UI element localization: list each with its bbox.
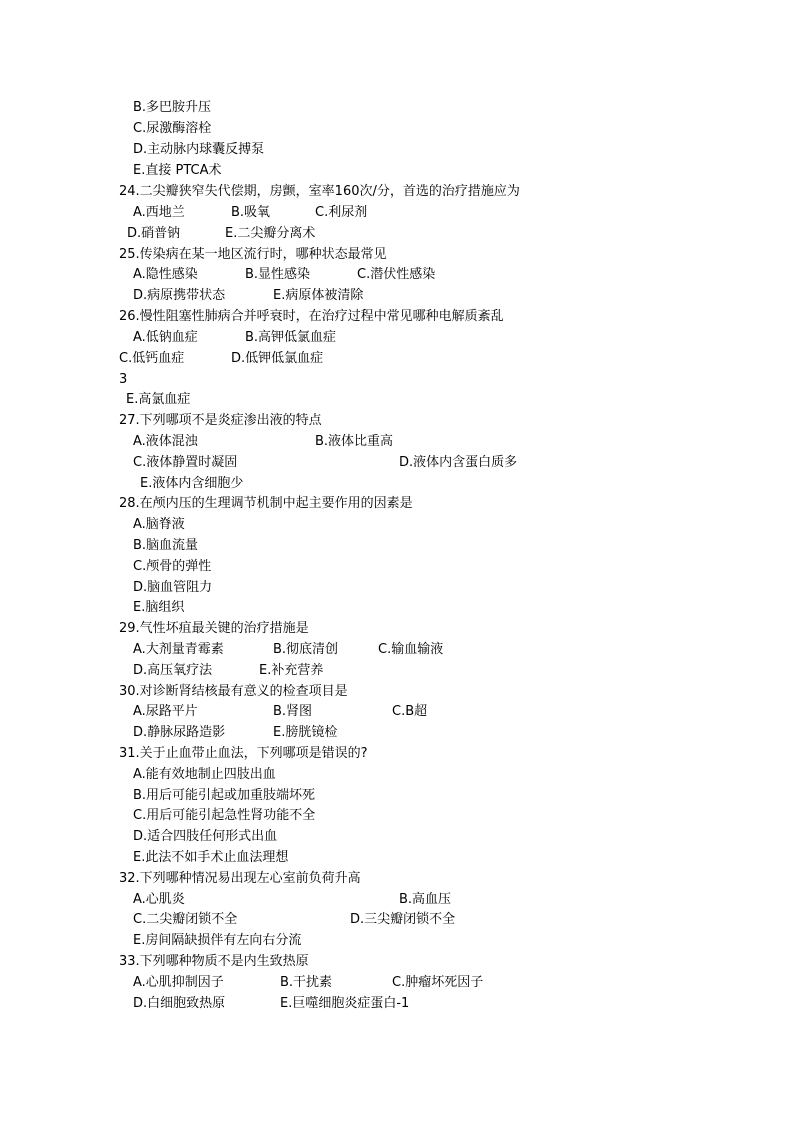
option-c: C.尿激酶溶栓: [133, 121, 212, 136]
option-d: D.液体内含蛋白质多: [399, 455, 518, 470]
option-b: B.用后可能引起或加重肢端坏死: [133, 788, 316, 803]
option-a: A.隐性感染: [133, 267, 198, 282]
option-c: C.低钙血症: [119, 351, 185, 366]
option-e: E.二尖瓣分离术: [225, 226, 316, 241]
option-b: B.肾图: [273, 704, 313, 719]
option-b: B.液体比重高: [315, 434, 394, 449]
option-c: C.液体静置时凝固: [133, 455, 238, 470]
page-number: 3: [119, 372, 128, 387]
option-d: D.主动脉内球囊反搏泵: [133, 142, 265, 157]
option-d: D.高压氧疗法: [133, 663, 213, 678]
option-c: C.利尿剂: [315, 205, 368, 220]
option-b: B.彻底清创: [273, 642, 339, 657]
question-25: 25.传染病在某一地区流行时，哪种状态最常见: [119, 247, 387, 262]
option-e: E.补充营养: [259, 663, 324, 678]
option-e: E.房间隔缺损伴有左向右分流: [133, 933, 302, 948]
option-c: C.颅骨的弹性: [133, 559, 212, 574]
option-d: D.病原携带状态: [133, 288, 226, 303]
option-e: E.液体内含细胞少: [140, 476, 244, 491]
question-30: 30.对诊断肾结核最有意义的检查项目是: [119, 684, 348, 699]
option-b: B.高血压: [399, 892, 452, 907]
option-a: A.尿路平片: [133, 704, 198, 719]
option-a: A.液体混浊: [133, 434, 198, 449]
question-27: 27.下列哪项不是炎症渗出液的特点: [119, 413, 322, 428]
option-e: E.高氯血症: [126, 392, 191, 407]
option-e: E.直接 PTCA术: [133, 163, 222, 178]
question-31: 31.关于止血带止血法，下列哪项是错误的?: [119, 746, 368, 761]
question-29: 29.气性坏疽最关键的治疗措施是: [119, 621, 309, 636]
option-b: B.吸氧: [231, 205, 271, 220]
option-c: C.肿瘤坏死因子: [392, 975, 484, 990]
question-24: 24.二尖瓣狭窄失代偿期，房颤，室率160次/分，首选的治疗措施应为: [119, 184, 520, 199]
option-d: D.脑血管阻力: [133, 580, 213, 595]
option-a: A.心肌抑制因子: [133, 975, 224, 990]
option-e: E.巨噬细胞炎症蛋白-1: [280, 996, 410, 1011]
option-d: D.低钾低氯血症: [231, 351, 324, 366]
question-26: 26.慢性阻塞性肺病合并呼衰时，在治疗过程中常见哪种电解质紊乱: [119, 309, 504, 324]
option-a: A.心肌炎: [133, 892, 185, 907]
option-a: A.大剂量青霉素: [133, 642, 224, 657]
option-a: A.低钠血症: [133, 330, 198, 345]
option-e: E.膀胱镜检: [273, 725, 338, 740]
option-c: C.二尖瓣闭锁不全: [133, 912, 238, 927]
option-b: B.高钾低氯血症: [245, 330, 337, 345]
question-33: 33.下列哪种物质不是内生致热原: [119, 954, 309, 969]
option-d: D.三尖瓣闭锁不全: [350, 912, 456, 927]
question-32: 32.下列哪种情况易出现左心室前负荷升高: [119, 871, 361, 886]
option-b: B.显性感染: [245, 267, 311, 282]
option-b: B.多巴胺升压: [133, 100, 212, 115]
option-b: B.干扰素: [280, 975, 333, 990]
option-d: D.适合四肢任何形式出血: [133, 829, 278, 844]
option-a: A.脑脊液: [133, 517, 185, 532]
option-d: D.白细胞致热原: [133, 996, 226, 1011]
option-b: B.脑血流量: [133, 538, 199, 553]
option-c: C.输血输液: [378, 642, 444, 657]
option-a: A.能有效地制止四肢出血: [133, 767, 276, 782]
option-e: E.病原体被清除: [273, 288, 364, 303]
question-28: 28.在颅内压的生理调节机制中起主要作用的因素是: [119, 496, 413, 511]
option-c: C.B超: [392, 704, 428, 719]
option-c: C.潜伏性感染: [357, 267, 436, 282]
option-a: A.西地兰: [133, 205, 185, 220]
option-d: D.硝普钠: [127, 226, 181, 241]
option-d: D.静脉尿路造影: [133, 725, 226, 740]
option-e: E.脑组织: [133, 600, 185, 615]
option-e: E.此法不如手术止血法理想: [133, 850, 289, 865]
option-c: C.用后可能引起急性肾功能不全: [133, 808, 316, 823]
